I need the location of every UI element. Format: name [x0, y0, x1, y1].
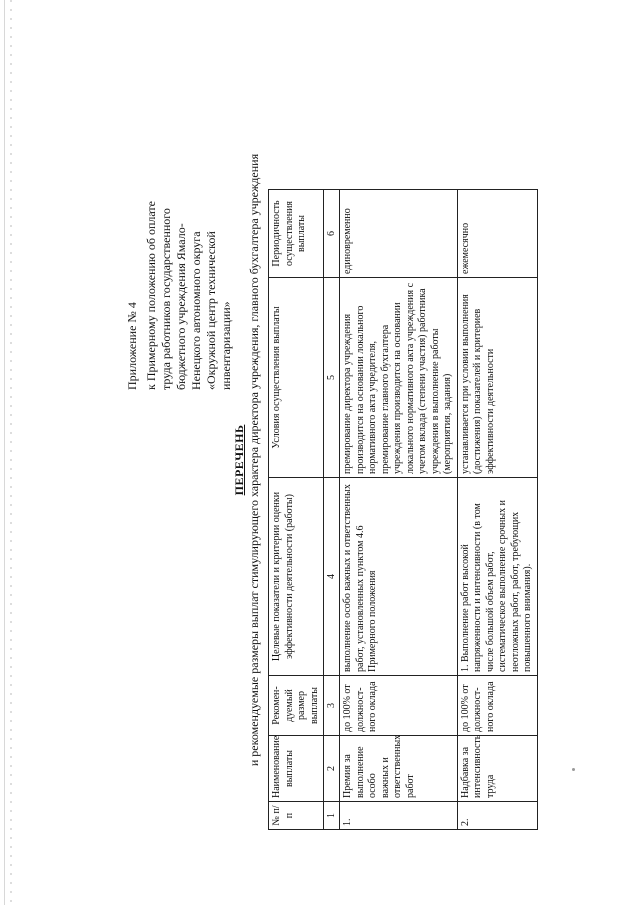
payment-conditions: премирование директора учреждения производится на основании локального нормативного акта учредителя, премирование главного бухгалтера учреждения производится на основании локального нормативного акта учреждения с учетом вклада (степени участия) работника учреждения в выполнение работы (мероприятия, задания) — [340, 278, 458, 478]
payment-size: до 100% от должност-ного оклада — [340, 676, 458, 736]
appendix-line: Ненецкого автономного округа — [189, 231, 203, 390]
column-number: 5 — [324, 278, 340, 478]
appendix-number: Приложение № 4 — [125, 302, 139, 390]
payment-criteria: выполнение особо важных и ответственных работ, установленных пунктом 4.6 Примерного положения — [340, 478, 458, 676]
header-criteria: Целевые показатели и критерии оценки эффективности деятельности (работы) — [269, 478, 324, 676]
appendix-line: бюджетного учреждения Ямало- — [174, 223, 188, 390]
title-main: ПЕРЕЧЕНЬ — [232, 424, 246, 496]
column-number: 2 — [324, 736, 340, 802]
appendix-line: «Окружной центр технической — [204, 231, 218, 390]
scan-dot-artifacts — [10, 0, 12, 905]
appendix-line: инвентаризации» — [219, 301, 233, 390]
table-row — [340, 190, 458, 830]
header-size: Рекомен-дуемый размер выплаты — [269, 676, 324, 736]
payment-size: до 100% от должност-ного оклада — [457, 676, 537, 736]
column-number: 6 — [324, 190, 340, 278]
column-number-row — [324, 190, 340, 830]
appendix-line: к Примерному положению об оплате — [144, 201, 158, 390]
column-number: 4 — [324, 478, 340, 676]
column-number: 3 — [324, 676, 340, 736]
appendix-line: труда работников государственного — [159, 208, 173, 390]
header-number: № п/п — [269, 802, 324, 830]
payment-name: Премия за выполнение особо важных и ответственных работ — [340, 736, 458, 802]
payment-period: ежемесячно — [457, 190, 537, 278]
row-number: 2. — [457, 802, 537, 830]
rotated-document — [70, 30, 630, 890]
row-number: 1. — [340, 802, 458, 830]
payment-criteria: 1. Выполнение работ высокой напряженности и интенсивности (в том числе большой объем работ, систематическое выполнение срочных и неотложных работ, работ, требующих повышенного внимания). — [457, 478, 537, 676]
header-period: Периодичность осуществления выплаты — [269, 190, 324, 278]
column-number: 1 — [324, 802, 340, 830]
payments-table — [268, 189, 538, 830]
table-row — [457, 190, 537, 830]
payment-name: Надбавка за интенсивность труда — [457, 736, 537, 802]
header-conditions: Условия осуществления выплаты — [269, 278, 324, 478]
payment-conditions: устанавливается при условии выполнения (достижения) показателей и критериев эффективности деятельности — [457, 278, 537, 478]
title-subtitle: и рекомендуемые размеры выплат стимулирующего характера директора учреждения, главного бухгалтера учреждения — [247, 153, 261, 767]
appendix-block — [125, 60, 234, 390]
header-name: Наименование выплаты — [269, 736, 324, 802]
table-header-row — [269, 190, 324, 830]
payment-period: единовременно — [340, 190, 458, 278]
document-title — [232, 30, 262, 890]
scan-edge-line — [4, 0, 5, 905]
